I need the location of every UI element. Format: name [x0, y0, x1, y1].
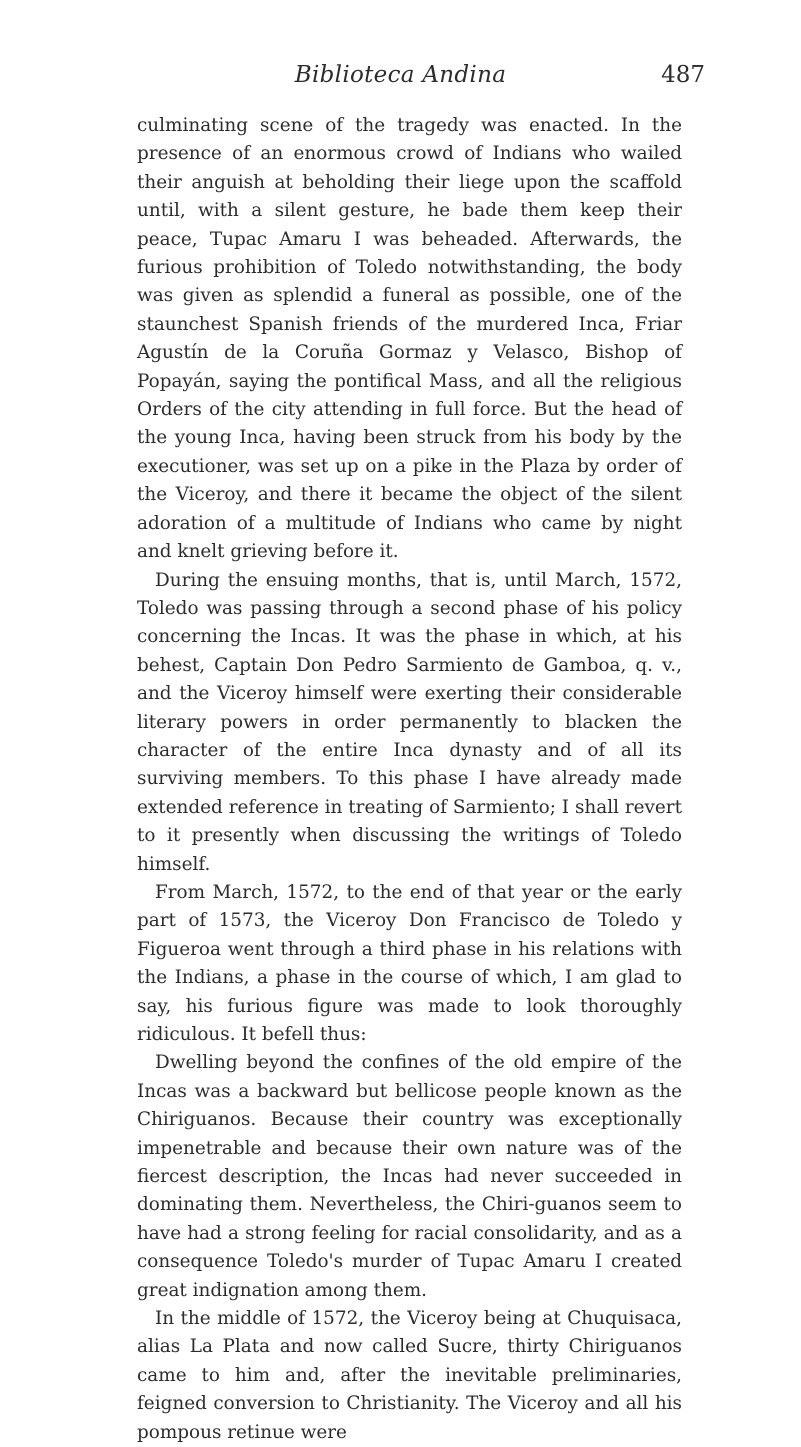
page-number: 487 — [661, 62, 705, 88]
running-title: Biblioteca Andina — [294, 62, 507, 88]
page-header — [0, 60, 801, 100]
paragraph-second-phase: During the ensuing months, that is, until March, 1572, Toledo was passing through a second phase of his policy concerning the Incas. It was the phase in which, at his behest, Captain Don Pedro Sarmiento de Gamboa, q. v., and the Viceroy himself were exerting their considerable literary powers in order permanently to blacken the character of the entire Inca dynasty and of all its surviving members. To this phase I have already made extended reference in treating of Sarmiento; I shall revert to it presently when discussing the writings of Toledo himself. — [137, 569, 682, 875]
paragraph-chiriguanos: Dwelling beyond the confines of the old empire of the Incas was a backward but bellicose people known as the Chiriguanos. Because their country was exceptionally impenetrable and because their own nature was of the fiercest description, the Incas had never succeeded in dominating them. Nevertheless, the Chiri-guanos seem to have had a strong feeling for racial consolidarity, and as a consequence Toledo's murder of Tupac Amaru I created great indignation among them. — [137, 1052, 682, 1301]
body-text — [137, 112, 682, 1447]
paragraph-execution: culminating scene of the tragedy was enacted. In the presence of an enormous crowd of Indians who wailed their anguish at beholding their liege upon the scaffold until, with a silent gesture, he bade them keep their peace, Tupac Amaru I was beheaded. Afterwards, the furious prohibition of Toledo notwithstanding, the body was given as splendid a funeral as possible, one of the staunchest Spanish friends of the murdered Inca, Friar Agustín de la Coruña Gormaz y Velasco, Bishop of Popayán, saying the pontifical Mass, and all the religious Orders of the city attending in full force. But the head of the young Inca, having been struck from his body by the executioner, was set up on a pike in the Plaza by order of the Viceroy, and there it became the object of the silent adoration of a multitude of Indians who came by night and knelt grieving before it. — [137, 115, 682, 563]
paragraph-third-phase: From March, 1572, to the end of that year or the early part of 1573, the Viceroy Don Francisco de Toledo y Figueroa went through a third phase in his relations with the Indians, a phase in the course of which, I am glad to say, his furious figure was made to look thoroughly ridiculous. It befell thus: — [137, 881, 682, 1045]
paragraph-chuquisaca: In the middle of 1572, the Viceroy being at Chuquisaca, alias La Plata and now called Sucre, thirty Chiriguanos came to him and, after the inevitable preliminaries, feigned conversion to Christianity. The Viceroy and all his pompous retinue were — [137, 1308, 682, 1443]
